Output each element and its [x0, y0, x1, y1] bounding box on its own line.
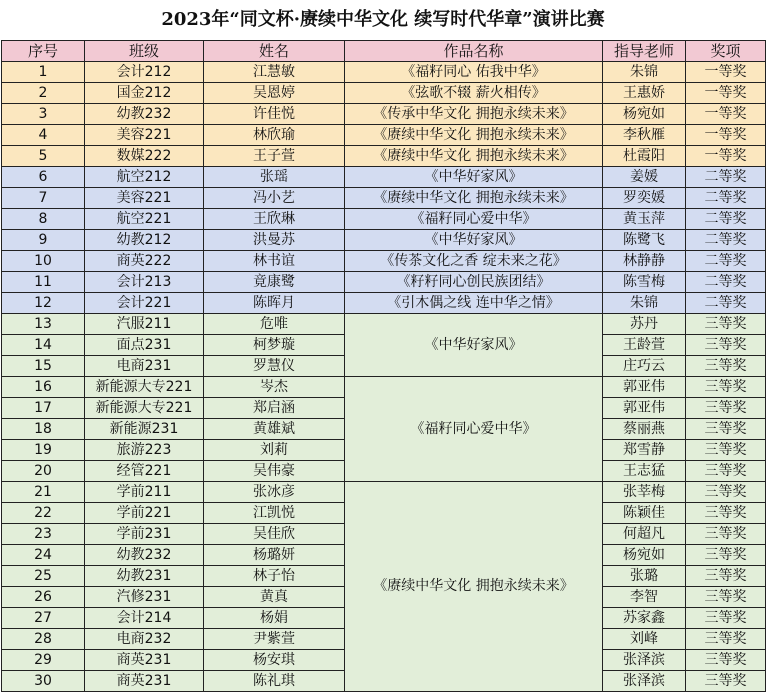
- header-award: 奖项: [686, 41, 766, 62]
- cell-name: 洪曼苏: [204, 230, 345, 251]
- cell-work: 《弦歌不辍 薪火相传》: [345, 83, 603, 104]
- cell-name: 吴恩婷: [204, 83, 345, 104]
- table-row: [2, 83, 766, 104]
- cell-teacher: 苏丹: [603, 314, 686, 335]
- cell-name: 黄真: [204, 587, 345, 608]
- cell-name: 王欣琳: [204, 209, 345, 230]
- cell-index: 8: [2, 209, 85, 230]
- cell-teacher: 蔡丽燕: [603, 419, 686, 440]
- cell-index: 26: [2, 587, 85, 608]
- table-row: [2, 146, 766, 167]
- header-index: 序号: [2, 41, 85, 62]
- cell-teacher: 杨宛如: [603, 545, 686, 566]
- cell-award: 一等奖: [686, 125, 766, 146]
- cell-index: 4: [2, 125, 85, 146]
- table-row: [2, 104, 766, 125]
- cell-class: 汽修231: [85, 587, 204, 608]
- table-body: [2, 62, 766, 692]
- cell-award: 三等奖: [686, 440, 766, 461]
- cell-class: 幼教231: [85, 566, 204, 587]
- cell-name: 林书谊: [204, 251, 345, 272]
- table-row: [2, 251, 766, 272]
- header-name: 姓名: [204, 41, 345, 62]
- cell-name: 杨璐妍: [204, 545, 345, 566]
- cell-teacher: 杨宛如: [603, 104, 686, 125]
- cell-index: 18: [2, 419, 85, 440]
- cell-work: 《赓续中华文化 拥抱永续未来》: [345, 188, 603, 209]
- cell-teacher: 李智: [603, 587, 686, 608]
- cell-name: 冯小艺: [204, 188, 345, 209]
- cell-award: 二等奖: [686, 293, 766, 314]
- cell-class: 美容221: [85, 188, 204, 209]
- cell-name: 张冰彦: [204, 482, 345, 503]
- cell-name: 王子萱: [204, 146, 345, 167]
- cell-work: 《中华好家风》: [345, 167, 603, 188]
- cell-teacher: 苏家鑫: [603, 608, 686, 629]
- cell-teacher: 庄巧云: [603, 356, 686, 377]
- cell-index: 1: [2, 62, 85, 83]
- cell-index: 29: [2, 650, 85, 671]
- table-row: [2, 293, 766, 314]
- cell-name: 竟康鹭: [204, 272, 345, 293]
- cell-class: 美容221: [85, 125, 204, 146]
- cell-award: 一等奖: [686, 62, 766, 83]
- cell-teacher: 郑雪静: [603, 440, 686, 461]
- cell-class: 会计221: [85, 293, 204, 314]
- cell-award: 二等奖: [686, 272, 766, 293]
- cell-name: 江慧敏: [204, 62, 345, 83]
- cell-class: 幼教232: [85, 545, 204, 566]
- cell-award: 一等奖: [686, 83, 766, 104]
- cell-index: 12: [2, 293, 85, 314]
- cell-work-merged: 《赓续中华文化 拥抱永续未来》: [345, 482, 603, 692]
- cell-award: 三等奖: [686, 608, 766, 629]
- cell-index: 7: [2, 188, 85, 209]
- table-row: [2, 188, 766, 209]
- cell-teacher: 朱锦: [603, 62, 686, 83]
- cell-class: 国金212: [85, 83, 204, 104]
- cell-index: 14: [2, 335, 85, 356]
- cell-index: 21: [2, 482, 85, 503]
- cell-name: 陈晖月: [204, 293, 345, 314]
- cell-award: 一等奖: [686, 146, 766, 167]
- cell-class: 经管221: [85, 461, 204, 482]
- cell-teacher: 杜霞阳: [603, 146, 686, 167]
- cell-work: 《赓续中华文化 拥抱永续未来》: [345, 146, 603, 167]
- cell-name: 危唯: [204, 314, 345, 335]
- table-row: [2, 209, 766, 230]
- cell-name: 陈礼琪: [204, 671, 345, 692]
- cell-name: 吴伟豪: [204, 461, 345, 482]
- cell-award: 二等奖: [686, 188, 766, 209]
- cell-class: 旅游223: [85, 440, 204, 461]
- cell-index: 2: [2, 83, 85, 104]
- cell-award: 三等奖: [686, 335, 766, 356]
- cell-class: 学前211: [85, 482, 204, 503]
- cell-award: 三等奖: [686, 671, 766, 692]
- cell-name: 张瑶: [204, 167, 345, 188]
- cell-name: 吴佳欣: [204, 524, 345, 545]
- cell-class: 面点231: [85, 335, 204, 356]
- cell-index: 17: [2, 398, 85, 419]
- cell-index: 16: [2, 377, 85, 398]
- cell-name: 罗慧仪: [204, 356, 345, 377]
- header-class: 班级: [85, 41, 204, 62]
- cell-name: 尹紫萱: [204, 629, 345, 650]
- cell-class: 电商232: [85, 629, 204, 650]
- cell-teacher: 陈颖佳: [603, 503, 686, 524]
- cell-work: 《传承中华文化 拥抱永续未来》: [345, 104, 603, 125]
- cell-teacher: 林静静: [603, 251, 686, 272]
- cell-index: 20: [2, 461, 85, 482]
- table-row: [2, 377, 766, 398]
- cell-class: 汽服211: [85, 314, 204, 335]
- cell-class: 电商231: [85, 356, 204, 377]
- cell-award: 三等奖: [686, 419, 766, 440]
- cell-index: 6: [2, 167, 85, 188]
- cell-class: 商英231: [85, 650, 204, 671]
- cell-index: 22: [2, 503, 85, 524]
- cell-work: 《中华好家风》: [345, 230, 603, 251]
- cell-award: 二等奖: [686, 230, 766, 251]
- cell-teacher: 张泽滨: [603, 671, 686, 692]
- cell-class: 航空212: [85, 167, 204, 188]
- cell-award: 三等奖: [686, 503, 766, 524]
- cell-teacher: 黄玉萍: [603, 209, 686, 230]
- cell-index: 27: [2, 608, 85, 629]
- cell-award: 三等奖: [686, 482, 766, 503]
- cell-award: 一等奖: [686, 104, 766, 125]
- cell-award: 二等奖: [686, 167, 766, 188]
- cell-award: 三等奖: [686, 650, 766, 671]
- cell-teacher: 王龄萱: [603, 335, 686, 356]
- cell-award: 三等奖: [686, 314, 766, 335]
- cell-class: 学前221: [85, 503, 204, 524]
- table-row: [2, 482, 766, 503]
- cell-class: 幼教232: [85, 104, 204, 125]
- cell-award: 三等奖: [686, 545, 766, 566]
- cell-name: 黄雄斌: [204, 419, 345, 440]
- cell-teacher: 罗奕媛: [603, 188, 686, 209]
- cell-index: 15: [2, 356, 85, 377]
- cell-teacher: 王惠娇: [603, 83, 686, 104]
- cell-teacher: 李秋雁: [603, 125, 686, 146]
- cell-teacher: 何超凡: [603, 524, 686, 545]
- cell-class: 会计214: [85, 608, 204, 629]
- cell-teacher: 郭亚伟: [603, 398, 686, 419]
- cell-name: 杨安琪: [204, 650, 345, 671]
- cell-award: 三等奖: [686, 356, 766, 377]
- cell-name: 杨娟: [204, 608, 345, 629]
- cell-work-merged: 《福籽同心爱中华》: [345, 377, 603, 482]
- cell-work: 《福籽同心 佑我中华》: [345, 62, 603, 83]
- table-row: [2, 272, 766, 293]
- cell-name: 刘莉: [204, 440, 345, 461]
- cell-award: 二等奖: [686, 209, 766, 230]
- cell-class: 会计212: [85, 62, 204, 83]
- cell-class: 会计213: [85, 272, 204, 293]
- cell-class: 商英222: [85, 251, 204, 272]
- cell-class: 幼教212: [85, 230, 204, 251]
- cell-index: 11: [2, 272, 85, 293]
- cell-index: 10: [2, 251, 85, 272]
- table-row: [2, 230, 766, 251]
- cell-index: 3: [2, 104, 85, 125]
- cell-award: 三等奖: [686, 398, 766, 419]
- cell-award: 二等奖: [686, 251, 766, 272]
- cell-teacher: 王志猛: [603, 461, 686, 482]
- cell-teacher: 郭亚伟: [603, 377, 686, 398]
- cell-index: 25: [2, 566, 85, 587]
- cell-award: 三等奖: [686, 629, 766, 650]
- cell-index: 28: [2, 629, 85, 650]
- cell-class: 数媒222: [85, 146, 204, 167]
- cell-award: 三等奖: [686, 377, 766, 398]
- cell-name: 江凯悦: [204, 503, 345, 524]
- cell-teacher: 姜媛: [603, 167, 686, 188]
- cell-award: 三等奖: [686, 566, 766, 587]
- cell-work: 《引木偶之线 连中华之情》: [345, 293, 603, 314]
- cell-index: 9: [2, 230, 85, 251]
- cell-award: 三等奖: [686, 461, 766, 482]
- cell-name: 许佳悦: [204, 104, 345, 125]
- cell-index: 23: [2, 524, 85, 545]
- cell-class: 新能源大专221: [85, 377, 204, 398]
- cell-work: 《籽籽同心创民族团结》: [345, 272, 603, 293]
- awards-table: [1, 40, 766, 692]
- cell-class: 商英231: [85, 671, 204, 692]
- cell-index: 5: [2, 146, 85, 167]
- page-title: 2023年“同文杯·赓续中华文化 续写时代华章”演讲比赛: [161, 9, 605, 30]
- table-row: [2, 314, 766, 335]
- cell-name: 郑启涵: [204, 398, 345, 419]
- cell-class: 学前231: [85, 524, 204, 545]
- cell-name: 林子怡: [204, 566, 345, 587]
- cell-teacher: 朱锦: [603, 293, 686, 314]
- cell-class: 航空221: [85, 209, 204, 230]
- cell-work: 《传茶文化之香 绽未来之花》: [345, 251, 603, 272]
- cell-class: 新能源大专221: [85, 398, 204, 419]
- cell-work: 《赓续中华文化 拥抱永续未来》: [345, 125, 603, 146]
- cell-index: 13: [2, 314, 85, 335]
- cell-name: 林欣瑜: [204, 125, 345, 146]
- cell-class: 新能源231: [85, 419, 204, 440]
- cell-work: 《福籽同心爱中华》: [345, 209, 603, 230]
- cell-teacher: 刘峰: [603, 629, 686, 650]
- cell-teacher: 张莘梅: [603, 482, 686, 503]
- cell-index: 19: [2, 440, 85, 461]
- table-row: [2, 62, 766, 83]
- cell-name: 柯梦璇: [204, 335, 345, 356]
- table-row: [2, 125, 766, 146]
- cell-teacher: 张泽滨: [603, 650, 686, 671]
- cell-teacher: 陈鹭飞: [603, 230, 686, 251]
- cell-index: 24: [2, 545, 85, 566]
- cell-index: 30: [2, 671, 85, 692]
- cell-award: 三等奖: [686, 587, 766, 608]
- header-row: [2, 41, 766, 62]
- cell-name: 岑杰: [204, 377, 345, 398]
- header-work: 作品名称: [345, 41, 603, 62]
- cell-teacher: 陈雪梅: [603, 272, 686, 293]
- cell-work-merged: 《中华好家风》: [345, 314, 603, 377]
- cell-award: 三等奖: [686, 524, 766, 545]
- cell-teacher: 张璐: [603, 566, 686, 587]
- table-row: [2, 167, 766, 188]
- header-teacher: 指导老师: [603, 41, 686, 62]
